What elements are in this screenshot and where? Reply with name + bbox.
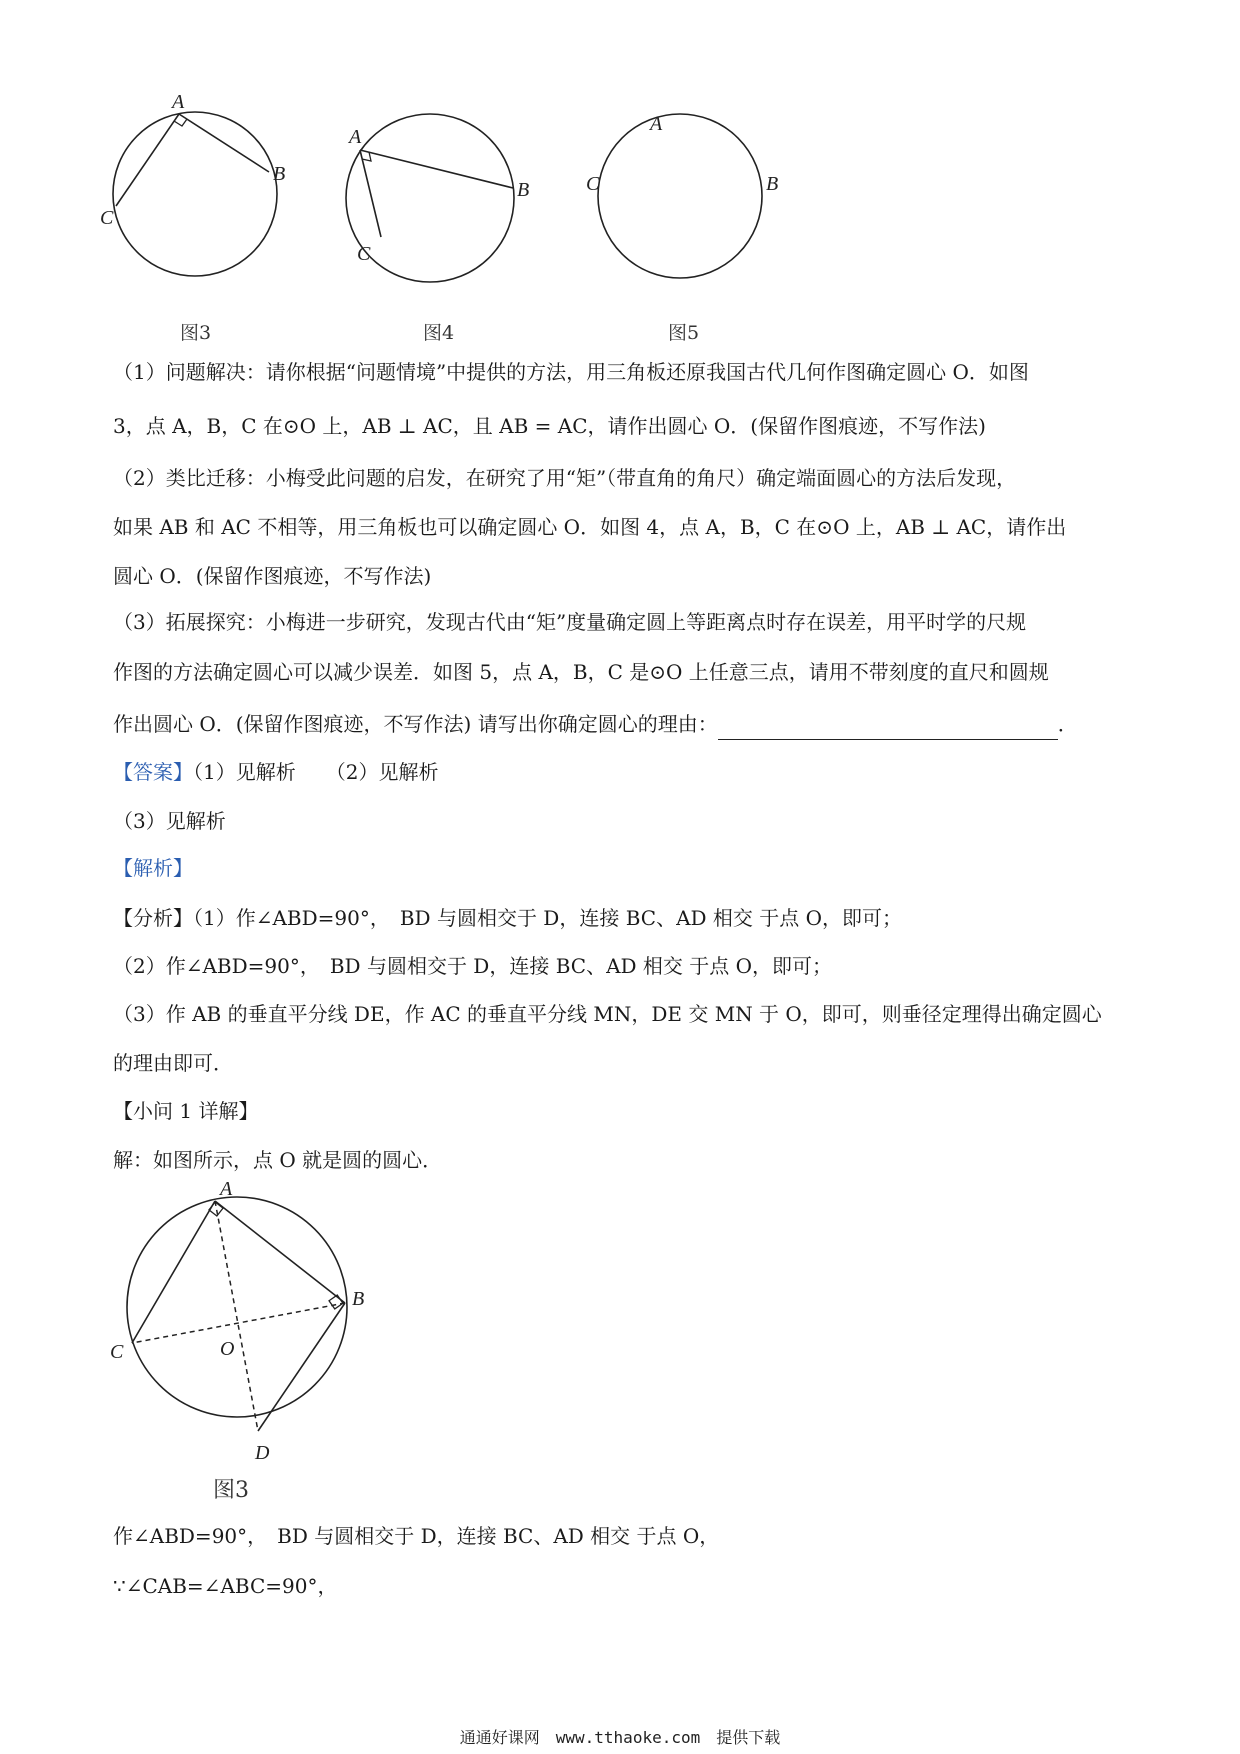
answer-text-1: （1）见解析 （2）见解析 xyxy=(193,760,439,784)
answer-tag: 【答案】 xyxy=(113,760,193,784)
question-3-text: 作出圆心 O．(保留作图痕迹，不写作法) 请写出你确定圆心的理由： xyxy=(113,712,718,736)
figure-4-top xyxy=(345,90,585,340)
figure-3-circle xyxy=(113,112,277,276)
question-2-line-2: 如果 AB 和 AC 不相等，用三角板也可以确定圆心 O．如图 4，点 A，B，C 在⊙O 上，AB ⊥ AC，请作出 xyxy=(113,515,1067,539)
footer: 通通好课网 www.tthaoke.com 提供下载 xyxy=(459,1728,781,1747)
label-d: D xyxy=(255,1442,270,1464)
analysis-line-2: （2）作∠ABD=90°， BD 与圆相交于 D，连接 BC、AD 相交 于点 O，即可； xyxy=(113,954,833,978)
right-angle-mark-b xyxy=(329,1295,343,1309)
answer-line-1 xyxy=(113,756,1133,788)
chord-ac xyxy=(132,1201,215,1343)
analysis-line-3: （3）作 AB 的垂直平分线 DE，作 AC 的垂直平分线 MN，DE 交 MN 于 O，即可，则垂径定理得出确定圆心 xyxy=(113,1002,1102,1026)
solution-figure xyxy=(100,1178,400,1495)
label-a: A xyxy=(220,1178,233,1200)
label-b: B xyxy=(273,163,286,185)
right-angle-mark xyxy=(362,152,371,161)
detail-title: 【小问 1 详解】 xyxy=(113,1099,259,1123)
label-b: B xyxy=(352,1288,365,1310)
label-o: O xyxy=(220,1338,235,1360)
question-3-line-3 xyxy=(113,708,1133,740)
analysis-line-1 xyxy=(113,902,1133,934)
segment-bc-dashed xyxy=(132,1303,345,1343)
detail-line-2: 作∠ABD=90°， BD 与圆相交于 D，连接 BC、AD 相交 于点 O， xyxy=(113,1524,720,1548)
chord-ab xyxy=(360,150,513,188)
right-angle-mark xyxy=(174,119,187,126)
label-a: A xyxy=(172,91,185,113)
figure-5-caption: 图5 xyxy=(668,322,700,344)
label-b: B xyxy=(517,179,530,201)
figure-4-caption: 图4 xyxy=(423,322,455,344)
analysis-tag-text: 【解析】 xyxy=(113,856,193,880)
chord-ab xyxy=(179,114,269,172)
label-a: A xyxy=(650,113,663,135)
label-c: C xyxy=(357,243,371,265)
question-2-line-1: （2）类比迁移：小梅受此问题的启发，在研究了用“矩”（带直角的角尺）确定端面圆心的方法后发现， xyxy=(113,466,1017,490)
label-c: C xyxy=(586,173,600,195)
chord-bd xyxy=(258,1303,345,1431)
question-3-period: ． xyxy=(1057,712,1078,736)
question-3-line-1: （3）拓展探究：小梅进一步研究，发现古代由“矩”度量确定圆上等距离点时存在误差，用平时学的尺规 xyxy=(113,610,1027,634)
fenxi-tag: 【分析】 xyxy=(113,906,193,930)
detail-line-3: ∵∠CAB=∠ABC=90°， xyxy=(113,1574,338,1598)
detail-line-1: 解：如图所示，点 O 就是圆的圆心． xyxy=(113,1148,443,1172)
analysis-tag xyxy=(113,852,1133,884)
figure-5-top xyxy=(586,90,820,340)
chord-ab xyxy=(215,1201,345,1303)
figure-3-caption: 图3 xyxy=(180,322,212,344)
question-1-line-1: （1）问题解决：请你根据“问题情境”中提供的方法，用三角板还原我国古代几何作图确定圆心 O．如图 xyxy=(113,360,1029,384)
figure-3-top xyxy=(100,90,340,340)
chord-ac xyxy=(360,150,381,237)
label-c: C xyxy=(100,207,114,229)
question-2-line-3: 圆心 O．(保留作图痕迹，不写作法) xyxy=(113,564,432,588)
question-3-line-2: 作图的方法确定圆心可以减少误差．如图 5，点 A，B，C 是⊙O 上任意三点，请用不带刻度的直尺和圆规 xyxy=(113,660,1049,684)
solution-figure-caption: 图3 xyxy=(213,1478,249,1503)
question-1-line-2: 3，点 A，B，C 在⊙O 上，AB ⊥ AC，且 AB = AC，请作出圆心 O．(保留作图痕迹，不写作法) xyxy=(113,414,986,438)
figure-5-circle xyxy=(598,114,762,278)
answer-line-2: （3）见解析 xyxy=(113,809,226,833)
segment-ad-dashed xyxy=(215,1201,258,1431)
analysis-text-1: （1）作∠ABD=90°， BD 与圆相交于 D，连接 BC、AD 相交 于点 O，即可； xyxy=(193,906,903,930)
answer-blank xyxy=(718,719,1058,740)
label-c: C xyxy=(110,1341,124,1363)
label-b: B xyxy=(766,173,779,195)
label-a: A xyxy=(349,126,362,148)
solution-circle xyxy=(127,1197,347,1417)
analysis-line-4: 的理由即可． xyxy=(113,1051,233,1075)
